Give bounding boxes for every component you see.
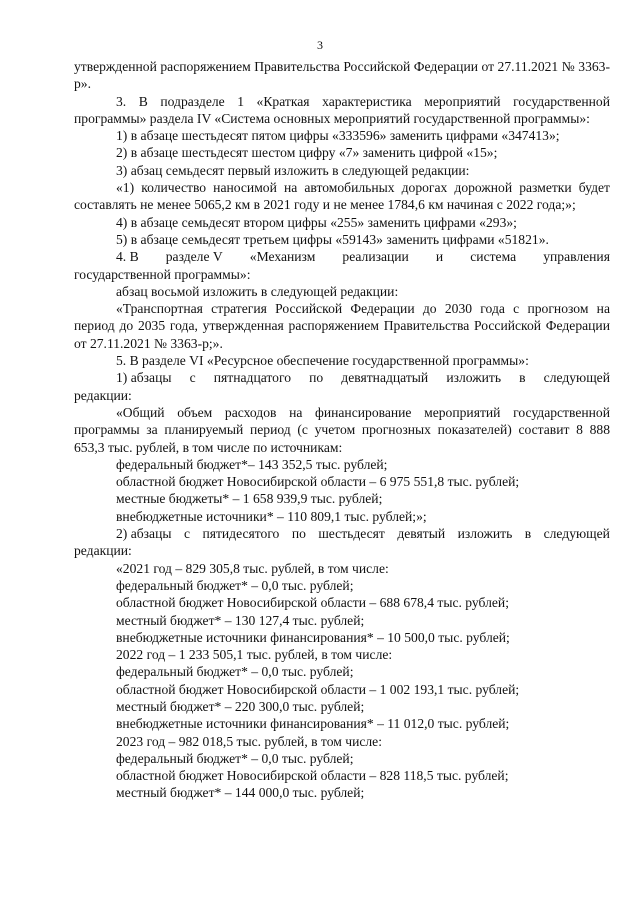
paragraph-quote-strategy: «Транспортная стратегия Российской Федерации до 2030 года с прогнозом на период до 2035 года, утвержденная распоряжением Правительства Российской Федерации от 27.11.2021 № 3363-р;». [74, 301, 610, 351]
paragraph-item-2: 2) в абзаце шестьдесят шестом цифру «7» заменить цифрой «15»; [116, 145, 498, 161]
word: 2) абзацы [116, 526, 172, 542]
year-line: 2022 год – 1 233 505,1 тыс. рублей, в том числе: [116, 647, 393, 663]
word: пятидесятого [202, 526, 280, 542]
word: девятнадцатый [341, 370, 429, 386]
paragraph-sec5-item-2-line-2: редакции: [74, 543, 132, 559]
paragraph-item-1: 1) в абзаце шестьдесят пятом цифры «333596» заменить цифрами «347413»; [116, 128, 560, 144]
word: девятый [397, 526, 446, 542]
paragraph-quote-markings: «1) количество наносимой на автомобильных дорогах дорожной разметки будет составлять не менее 5065,2 км в 2021 году и не менее 1784,6 км начиная с 2022 года;»; [74, 180, 610, 213]
budget-line: федеральный бюджет* – 0,0 тыс. рублей; [116, 750, 354, 766]
paragraph-section-4-line-1 [74, 248, 610, 265]
word: «Механизм [249, 249, 316, 265]
word: в [524, 526, 532, 542]
paragraph-sec5-item-1-line-2: редакции: [74, 387, 132, 403]
budget-line: местный бюджет* – 144 000,0 тыс. рублей; [116, 785, 365, 801]
word: управления [543, 249, 610, 265]
word: следующей [543, 526, 610, 542]
budget-line: внебюджетные источники* – 110 809,1 тыс. рублей;»; [116, 508, 427, 524]
word: 4. В [116, 249, 139, 265]
word: изложить [457, 526, 513, 542]
paragraph-section-3: 3. В подразделе 1 «Краткая характеристика мероприятий государственной программы» раздела IV «Система основных мероприятий государственной программы»: [74, 93, 610, 126]
budget-line: местный бюджет* – 220 300,0 тыс. рублей; [116, 698, 365, 714]
word: 1) абзацы [116, 370, 172, 386]
word: с [183, 526, 190, 542]
paragraph-quote-total: «Общий объем расходов на финансирование мероприятий государственной программы за планируемый период (с учетом прогнозных показателей) составит 8 888 653,3 тыс. рублей, в том числе по источникам: [74, 404, 610, 455]
budget-line: местные бюджеты* – 1 658 939,9 тыс. рублей; [116, 491, 383, 507]
paragraph-sec5-item-1-line-1 [74, 369, 610, 386]
word: шестьдесят [318, 526, 385, 542]
budget-line: внебюджетные источники финансирования* – 11 012,0 тыс. рублей; [116, 716, 510, 732]
paragraph-abzac-8: абзац восьмой изложить в следующей редакции: [116, 283, 399, 299]
budget-line: местный бюджет* – 130 127,4 тыс. рублей; [116, 612, 365, 628]
word: реализации [342, 249, 409, 265]
budget-line: федеральный бюджет* – 0,0 тыс. рублей; [116, 664, 354, 680]
budget-line: федеральный бюджет* – 0,0 тыс. рублей; [116, 577, 354, 593]
word: пятнадцатого [213, 370, 291, 386]
paragraph-sec5-item-2-line-1 [74, 525, 610, 542]
word: изложить [446, 370, 502, 386]
word: следующей [543, 370, 610, 386]
paragraph-section-4-line-2: государственной программы»: [74, 266, 251, 282]
budget-line: областной бюджет Новосибирской области – 828 118,5 тыс. рублей; [116, 768, 509, 784]
word: по [291, 526, 306, 542]
word: система [470, 249, 517, 265]
paragraph-section-5: 5. В разделе VI «Ресурсное обеспечение государственной программы»: [116, 353, 529, 369]
budget-line: внебюджетные источники финансирования* – 10 500,0 тыс. рублей; [116, 629, 510, 645]
budget-line: областной бюджет Новосибирской области – 688 678,4 тыс. рублей; [116, 595, 509, 611]
budget-line: областной бюджет Новосибирской области – 1 002 193,1 тыс. рублей; [116, 681, 520, 697]
paragraph-continuation: утвержденной распоряжением Правительства Российской Федерации от 27.11.2021 № 3363-р». [74, 59, 610, 92]
page-number: 3 [317, 38, 323, 52]
paragraph-item-3: 3) абзац семьдесят первый изложить в следующей редакции: [116, 162, 470, 178]
year-line: 2023 год – 982 018,5 тыс. рублей, в том числе: [116, 733, 382, 749]
word: с [189, 370, 196, 386]
word: и [435, 249, 444, 265]
paragraph-item-5: 5) в абзаце семьдесят третьем цифры «59143» заменить цифрами «51821». [116, 231, 549, 247]
budget-line: федеральный бюджет*– 143 352,5 тыс. рублей; [116, 456, 388, 472]
paragraph-item-4: 4) в абзаце семьдесят втором цифры «255» заменить цифрами «293»; [116, 214, 517, 230]
document-body [74, 58, 610, 802]
budget-line: областной бюджет Новосибирской области – 6 975 551,8 тыс. рублей; [116, 474, 520, 490]
word: по [309, 370, 324, 386]
word: разделе V [165, 249, 223, 265]
year-line: «2021 год – 829 305,8 тыс. рублей, в том числе: [116, 560, 389, 576]
word: в [519, 370, 526, 386]
